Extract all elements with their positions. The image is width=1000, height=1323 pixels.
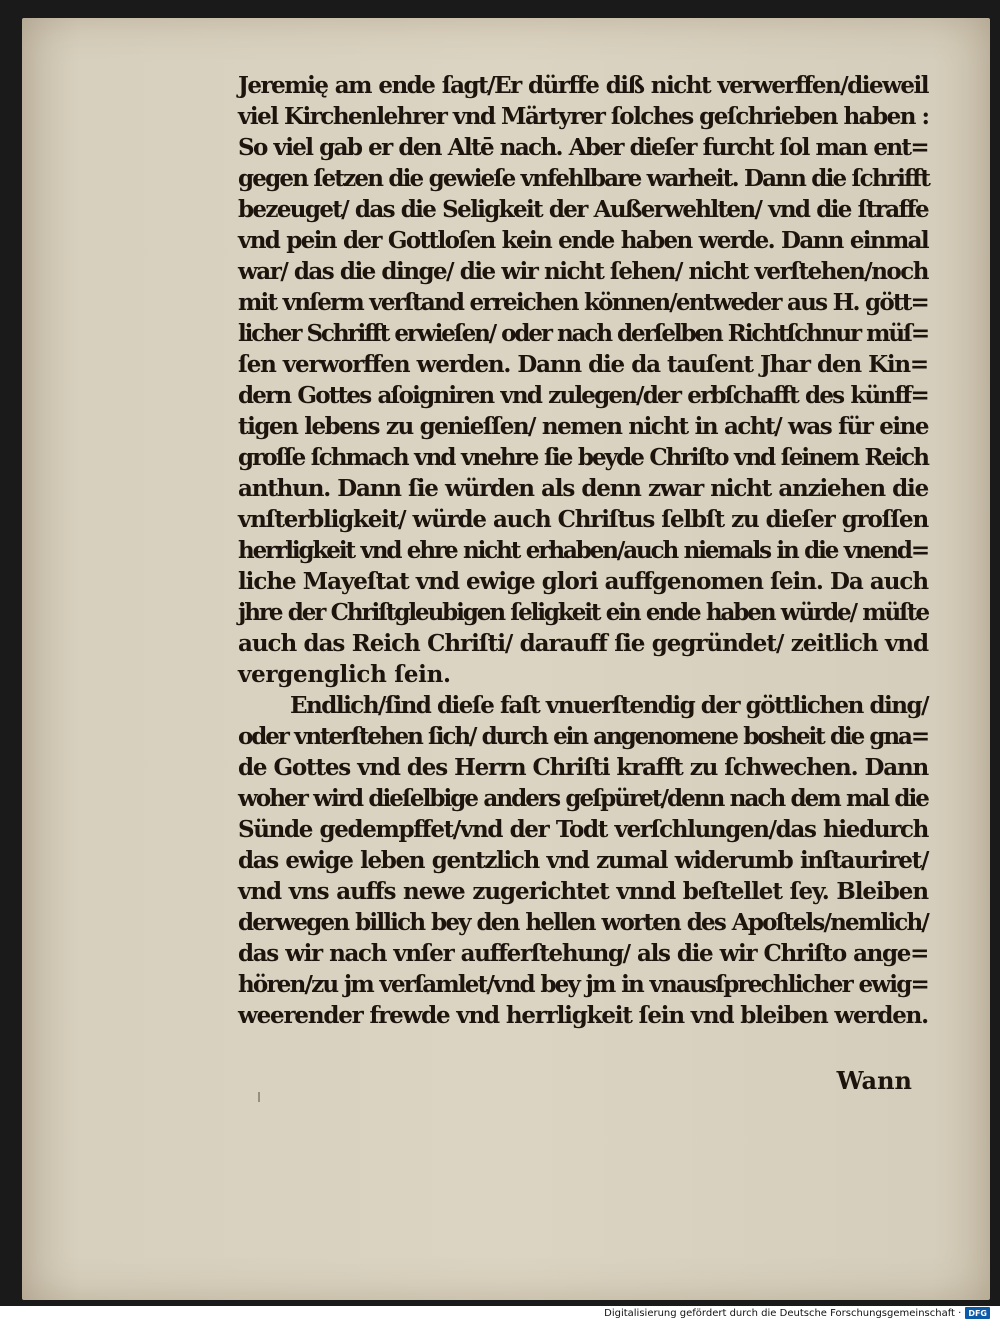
text-line: Jeremię am ende ſagt/Er dürffe diß nicht verwerffen/dieweil [238,72,928,99]
text-line: dern Gottes aſoigniren vnd zulegen/der erbſchafft des künff= [238,382,928,409]
text-line: de Gottes vnd des Herrn Chriſti krafft zu ſchwechen. Dann [238,754,928,781]
text-line: war/ das die dinge/ die wir nicht ſehen/ nicht verſtehen/noch [238,258,928,285]
text-line: woher wird dieſelbige anders geſpüret/denn nach dem mal die [238,785,928,812]
text-line: auch das Reich Chriſti/ darauff ſie gegründet/ zeitlich vnd [238,630,928,657]
digitization-footer [604,1306,990,1320]
text-line: liche Mayeſtat vnd ewige glori auffgenomen ſein. Da auch [238,568,928,595]
text-line: anthun. Dann ſie würden als denn zwar nicht anziehen die [238,475,928,502]
text-line: groſſe ſchmach vnd vnehre ſie beyde Chriſto vnd ſeinem Reich [238,444,928,471]
text-line: oder vnterſtehen ſich/ durch ein angenomene bosheit die gna= [238,723,928,750]
text-line: Endlich/ſind dieſe faſt vnuerſtendig der göttlichen ding/ [290,692,928,719]
text-line: viel Kirchenlehrer vnd Märtyrer ſolches geſchrieben haben : [238,103,929,130]
text-line: vnd vns auffs newe zugerichtet vnnd beſtellet ſey. Bleiben [238,878,928,905]
dfg-logo-icon: DFG [965,1307,990,1319]
catchword: Wann [836,1066,912,1095]
ink-speck [258,1092,260,1102]
text-line: das wir nach vnſer aufferſtehung/ als die wir Chriſto ange= [238,940,928,967]
text-line: So viel gab er den Altē nach. Aber dieſer furcht ſol man ent= [238,134,928,161]
text-line: jhre der Chriſtgleubigen ſeligkeit ein ende haben würde/ müſte [238,599,928,626]
text-line: das ewige leben gentzlich vnd zumal widerumb inſtauriret/ [238,847,928,874]
text-line: vergenglich ſein. [238,661,451,688]
text-line: vnd pein der Gottloſen kein ende haben werde. Dann einmal [238,227,928,254]
text-line: gegen ſetzen die gewieſe vnfehlbare warheit. Dann die ſchrifft [238,165,930,192]
text-line: weerender frewde vnd herrligkeit ſein vnd bleiben werden. [238,1002,928,1029]
body-text [238,70,928,1031]
text-line: vnſterbligkeit/ würde auch Chriſtus ſelbſt zu dieſer groſſen [238,506,928,533]
text-line: tigen lebens zu genieſſen/ nemen nicht in acht/ was für eine [238,413,928,440]
text-line: derwegen billich bey den hellen worten des Apoſtels/nemlich/ [238,909,928,936]
text-line: hören/zu jm verſamlet/vnd bey jm in vnausſprechlicher ewig= [238,971,928,998]
text-line: mit vnſerm verſtand erreichen können/entweder aus H. gött= [238,289,928,316]
text-line: herrligkeit vnd ehre nicht erhaben/auch niemals in die vnend= [238,537,928,564]
text-line: ſen verworffen werden. Dann die da tauſent Jhar den Kin= [238,351,928,378]
text-line: bezeuget/ das die Seligkeit der Außerwehlten/ vnd die ſtraffe [238,196,928,223]
funding-credit: Digitalisierung gefördert durch die Deutsche Forschungsgemeinschaft · [604,1307,962,1319]
text-line: licher Schrifft erwieſen/ oder nach derſelben Richtſchnur müſ= [238,320,928,347]
text-line: Sünde gedempffet/vnd der Todt verſchlungen/das hiedurch [238,816,928,843]
